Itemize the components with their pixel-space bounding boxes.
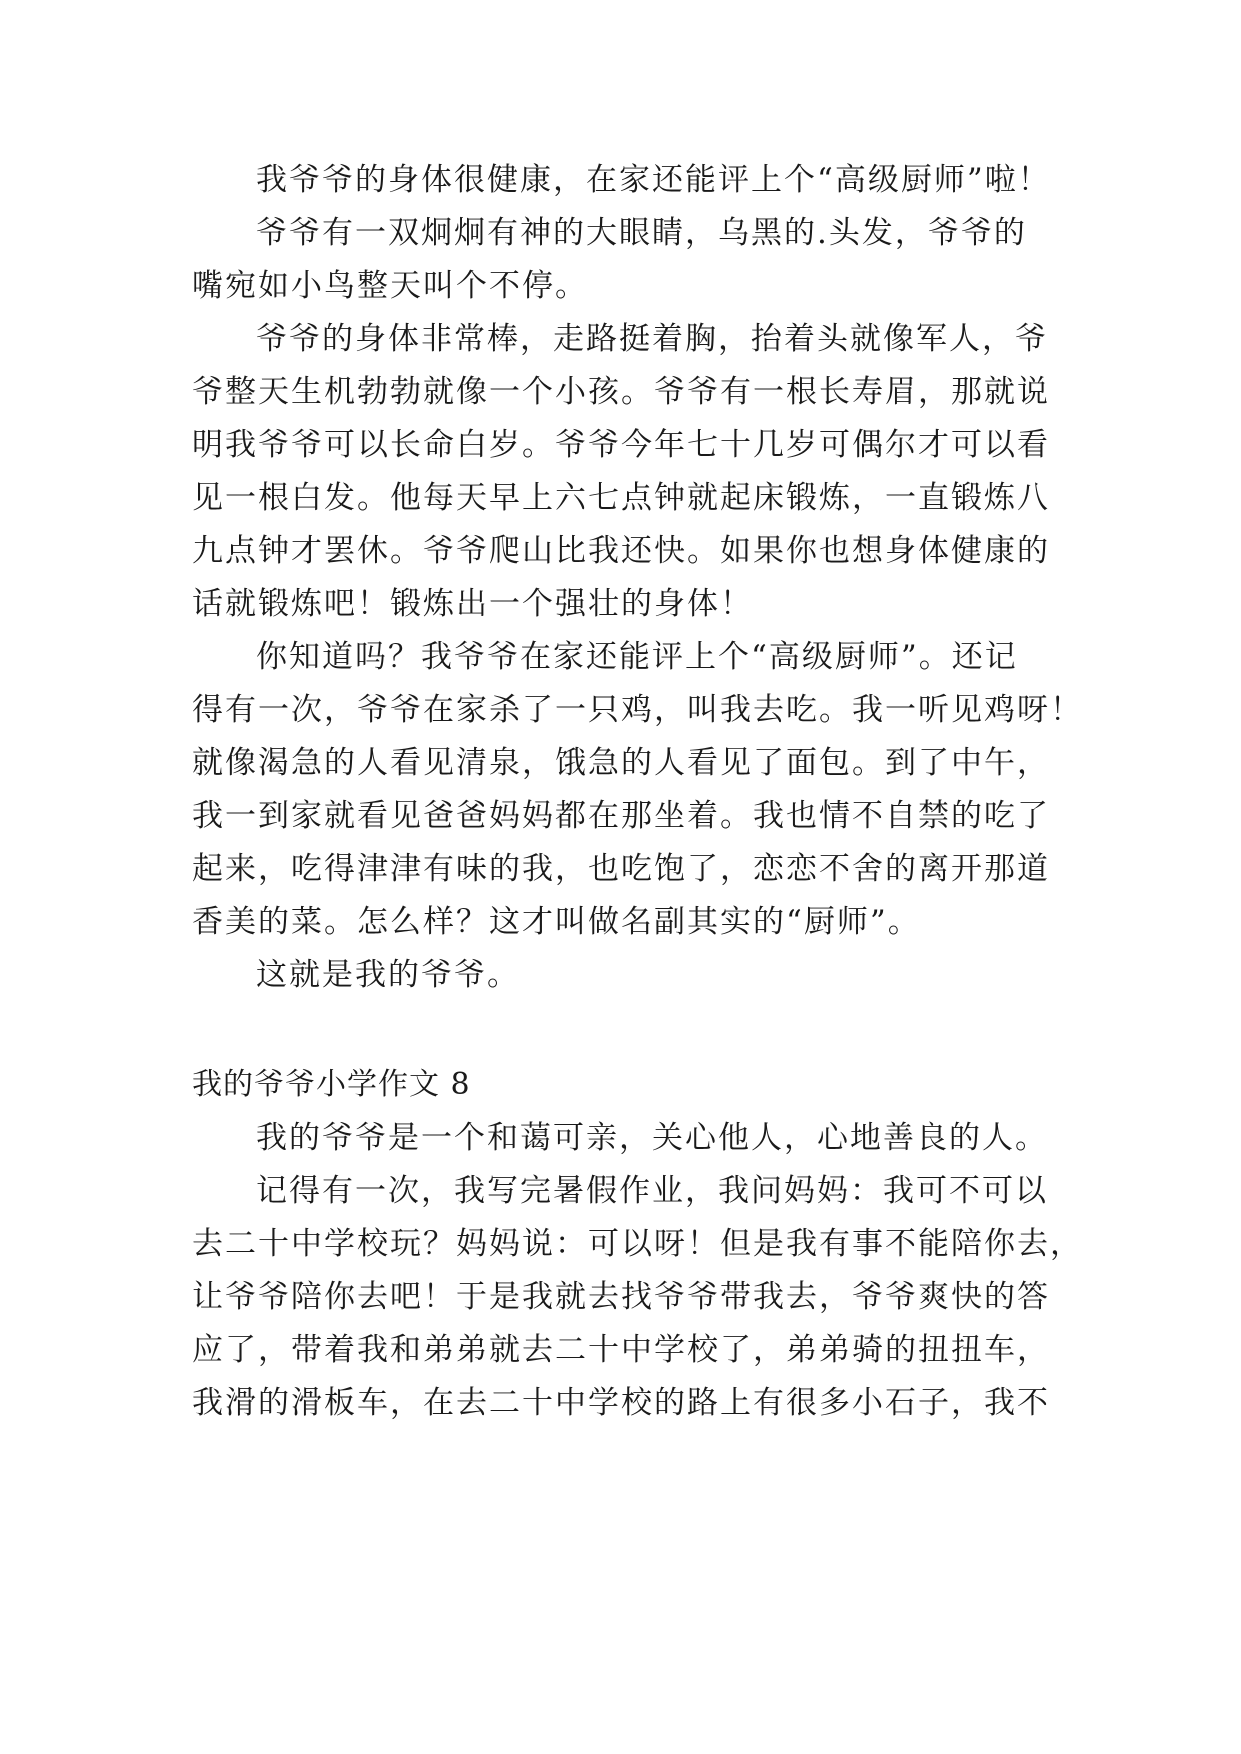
paragraph-line: 嘴宛如小鸟整天叫个不停。: [192, 268, 588, 304]
paragraph-line: 香美的菜。怎么样？这才叫做名副其实的“厨师”。: [192, 904, 921, 940]
paragraph-line: 起来，吃得津津有味的我，也吃饱了，恋恋不舍的离开那道: [192, 851, 1050, 887]
paragraph-line: 这就是我的爷爷。: [256, 957, 520, 993]
paragraph-line: 我一到家就看见爸爸妈妈都在那坐着。我也情不自禁的吃了: [192, 798, 1050, 834]
paragraph-line: 就像渴急的人看见清泉，饿急的人看见了面包。到了中午，: [192, 745, 1050, 781]
essay-part-2: [192, 1118, 1083, 1423]
paragraph-line: 让爷爷陪你去吧！于是我就去找爷爷带我去，爷爷爽快的答: [192, 1279, 1050, 1315]
paragraph-line: 去二十中学校玩？妈妈说：可以呀！但是我有事不能陪你去，: [192, 1226, 1083, 1262]
document-page: [192, 160, 1083, 1423]
paragraph-line: 我爷爷的身体很健康，在家还能评上个“高级厨师”啦！: [256, 162, 1051, 198]
paragraph-line: 爷整天生机勃勃就像一个小孩。爷爷有一根长寿眉，那就说: [192, 374, 1050, 410]
paragraph-line: 得有一次，爷爷在家杀了一只鸡，叫我去吃。我一听见鸡呀！: [192, 692, 1083, 728]
paragraph-line: 你知道吗？我爷爷在家还能评上个“高级厨师”。还记: [256, 639, 1018, 675]
paragraph-line: 话就锻炼吧！锻炼出一个强壮的身体！: [192, 586, 753, 622]
paragraph-line: 我滑的滑板车，在去二十中学校的路上有很多小石子，我不: [192, 1385, 1050, 1421]
essay-part-1: [192, 160, 1083, 995]
paragraph-line: 见一根白发。他每天早上六七点钟就起床锻炼，一直锻炼八: [192, 480, 1050, 516]
paragraph-line: 爷爷的身体非常棒，走路挺着胸，抬着头就像军人，爷: [256, 321, 1048, 357]
paragraph-line: 我的爷爷是一个和蔼可亲，关心他人，心地善良的人。: [256, 1120, 1048, 1156]
section-heading: 我的爷爷小学作文 8: [192, 1067, 471, 1102]
paragraph-line: 明我爷爷可以长命白岁。爷爷今年七十几岁可偶尔才可以看: [192, 427, 1050, 463]
paragraph-line: 爷爷有一双炯炯有神的大眼睛，乌黑的.头发，爷爷的: [256, 215, 1027, 251]
paragraph-line: 记得有一次，我写完暑假作业，我问妈妈：我可不可以: [256, 1173, 1048, 1209]
paragraph-line: 应了，带着我和弟弟就去二十中学校了，弟弟骑的扭扭车，: [192, 1332, 1050, 1368]
paragraph-line: 九点钟才罢休。爷爷爬山比我还快。如果你也想身体健康的: [192, 533, 1050, 569]
